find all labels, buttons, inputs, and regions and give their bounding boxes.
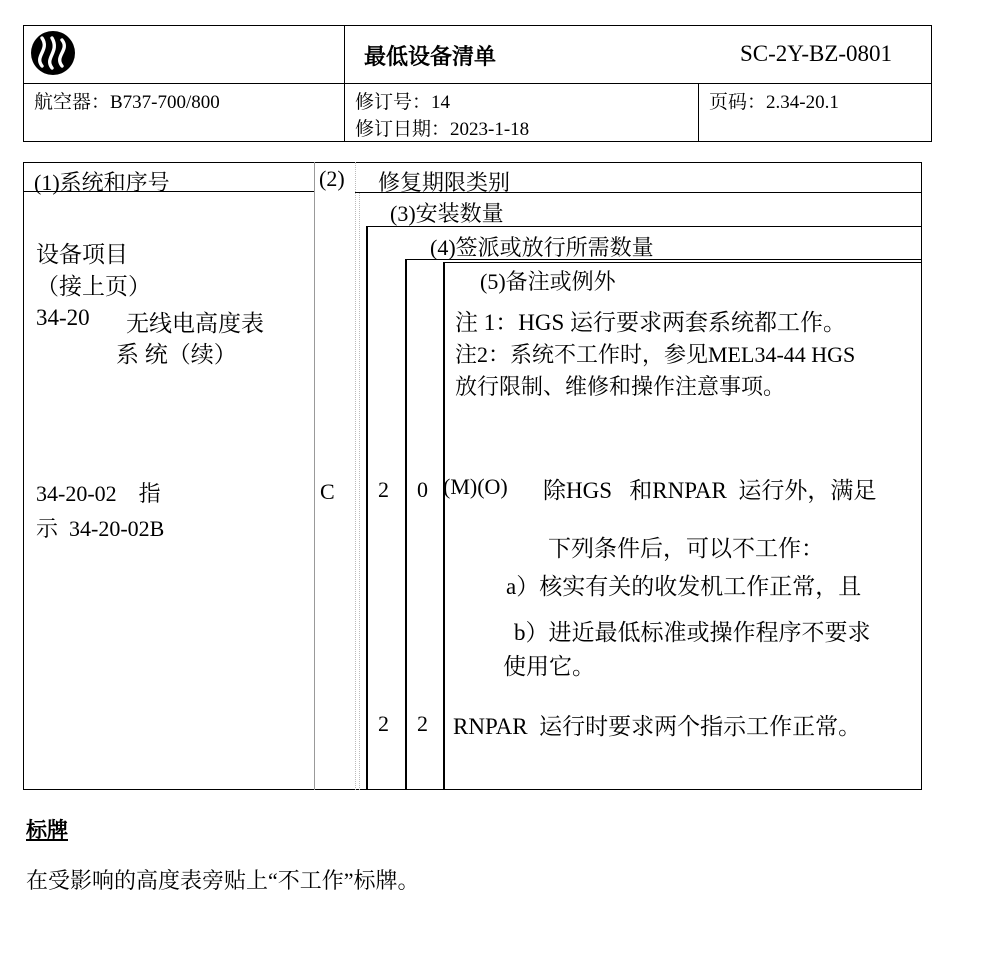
continued-label: （接上页） — [36, 274, 151, 299]
aircraft-label: 航空器：B737-700/800 — [34, 92, 220, 113]
col1-col2-divider — [314, 162, 315, 790]
revision-date: 修订日期：2023-1-18 — [355, 119, 530, 140]
item-number-line2: 示 34-20-02B — [36, 516, 165, 541]
row2-required-qty: 2 — [417, 711, 428, 736]
col3-header: (3)安装数量 — [390, 201, 504, 226]
note-2-line1: 注2：系统不工作时，参见MEL34-44 HGS — [455, 342, 856, 367]
equipment-item-label: 设备项目 — [36, 242, 128, 267]
col5-header: (5)备注或例外 — [480, 269, 616, 294]
document-title: 最低设备清单 — [364, 45, 497, 70]
row1-remark-line5: 使用它。 — [503, 654, 595, 679]
repair-category: C — [320, 479, 335, 504]
system-number: 34-20 — [36, 305, 90, 330]
col4-header: (4)签派或放行所需数量 — [430, 235, 654, 260]
row2-remark: RNPAR 运行时要求两个指示工作正常。 — [453, 714, 862, 739]
note-2-line2: 放行限制、维修和操作注意事项。 — [455, 374, 786, 399]
header-divider-v2 — [698, 83, 699, 142]
col2-header-label: 修复期限类别 — [378, 170, 511, 195]
row1-remark-line1: 除HGS 和RNPAR 运行外，满足 — [543, 478, 877, 503]
col3-left-border — [366, 226, 368, 790]
company-logo-icon — [28, 28, 78, 78]
row2-installed-qty: 2 — [378, 711, 389, 736]
row1-installed-qty: 2 — [378, 477, 389, 502]
header-divider-v1 — [344, 25, 345, 142]
col5-left-border — [443, 262, 445, 790]
row1-remark-line2: 下列条件后，可以不工作： — [548, 536, 824, 561]
col5-header-top — [443, 262, 922, 263]
row1-remark-line3: a）核实有关的收发机工作正常，且 — [506, 574, 862, 599]
row1-required-qty: 0 — [417, 477, 428, 502]
col4-left-border — [405, 259, 407, 790]
placard-heading: 标牌 — [26, 818, 68, 842]
placard-text: 在受影响的高度表旁贴上“不工作”标牌。 — [26, 868, 420, 893]
item-number-line1: 34-20-02 指 — [36, 481, 161, 506]
row1-remark-line4: b）进近最低标准或操作程序不要求 — [514, 620, 871, 645]
col1-header: (1)系统和序号 — [34, 170, 170, 195]
revision-number: 修订号：14 — [355, 92, 451, 113]
page-number: 页码：2.34-20.1 — [709, 92, 839, 113]
document-number: SC-2Y-BZ-0801 — [740, 41, 893, 66]
system-name-line1: 无线电高度表 — [126, 311, 264, 336]
system-name-line2: 系 统（续） — [116, 342, 237, 367]
col2-header: (2) — [319, 166, 345, 191]
note-1: 注 1：HGS 运行要求两套系统都工作。 — [455, 310, 847, 335]
col2-dotted-divider-b — [359, 192, 360, 790]
col2-dotted-divider-a — [355, 162, 356, 790]
header-divider-h — [23, 83, 932, 84]
row1-procedure-flags: (M)(O) — [443, 474, 508, 499]
